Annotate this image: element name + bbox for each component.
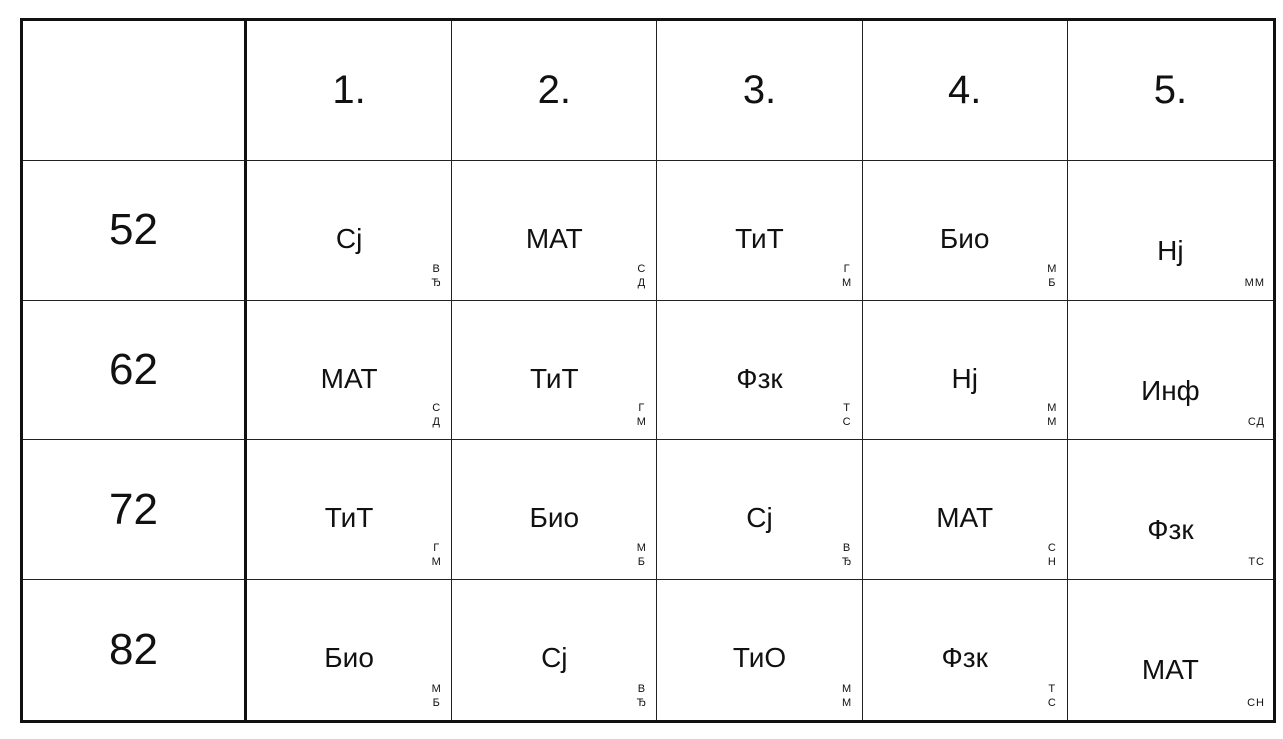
subject-label: МАТ	[1141, 654, 1199, 686]
subject-label: ТиТ	[529, 362, 579, 394]
teacher-initials: С Д	[637, 262, 646, 289]
lesson-cell	[452, 301, 657, 441]
lesson-cell	[863, 161, 1068, 301]
period-label: 5.	[1153, 67, 1188, 112]
class-label: 62	[109, 344, 158, 394]
class-label: 72	[109, 484, 158, 534]
period-label: 1.	[332, 67, 366, 112]
subject-label: Био	[324, 642, 374, 674]
lesson-cell	[1068, 161, 1273, 301]
lesson-cell	[1068, 440, 1273, 580]
teacher-initials: Т С	[1047, 683, 1056, 709]
teacher-initials: ТС	[1248, 556, 1265, 569]
lesson-cell	[452, 580, 657, 720]
lesson-cell	[863, 580, 1068, 720]
period-label: 3.	[742, 67, 777, 112]
class-cell	[23, 301, 247, 441]
subject-label: МАТ	[525, 222, 583, 254]
corner-label	[23, 21, 244, 160]
period-header	[657, 21, 862, 161]
teacher-initials: СД	[1247, 416, 1265, 429]
teacher-initials: М М	[842, 683, 852, 709]
teacher-initials: М Б	[431, 683, 441, 709]
lesson-cell	[452, 161, 657, 301]
subject-label: Фзк	[1147, 514, 1194, 546]
subject-label: Фзк	[941, 642, 988, 674]
subject-label: ТиО	[732, 642, 787, 674]
subject-label: Сј	[746, 502, 773, 534]
subject-label: Био	[939, 222, 990, 254]
lesson-cell	[452, 440, 657, 580]
teacher-initials: В Ђ	[636, 683, 647, 709]
subject-label: Нј	[1157, 234, 1184, 266]
subject-label: Инф	[1141, 374, 1200, 406]
schedule-table	[20, 18, 1276, 723]
teacher-initials: Г М	[431, 542, 441, 569]
lesson-cell	[247, 440, 452, 580]
lesson-cell	[863, 301, 1068, 441]
subject-label: ТиТ	[324, 502, 374, 534]
period-header	[247, 21, 452, 161]
teacher-initials: ММ	[1244, 276, 1265, 289]
lesson-cell	[1068, 580, 1273, 720]
class-cell	[23, 580, 247, 720]
teacher-initials: С Н	[1047, 542, 1056, 569]
period-header	[863, 21, 1068, 161]
teacher-initials: С Д	[432, 402, 441, 429]
period-header	[452, 21, 657, 161]
teacher-initials: В Ђ	[841, 542, 852, 569]
lesson-cell	[657, 440, 862, 580]
subject-label: МАТ	[320, 362, 378, 394]
class-cell	[23, 161, 247, 301]
teacher-initials: М М	[1047, 402, 1057, 429]
class-label: 52	[109, 205, 158, 255]
teacher-initials: М Б	[1047, 262, 1057, 289]
lesson-cell	[247, 161, 452, 301]
class-cell	[23, 440, 247, 580]
subject-label: Сј	[335, 222, 363, 254]
subject-label: ТиТ	[735, 222, 784, 254]
subject-label: Фзк	[736, 362, 783, 394]
period-label: 4.	[948, 67, 982, 112]
teacher-initials: СН	[1247, 697, 1265, 709]
teacher-initials: М Б	[636, 542, 646, 569]
class-label: 82	[109, 625, 158, 675]
subject-label: Нј	[951, 362, 978, 394]
teacher-initials: Г М	[842, 262, 852, 289]
teacher-initials: Т С	[842, 402, 851, 429]
lesson-cell	[657, 301, 862, 441]
lesson-cell	[657, 161, 862, 301]
subject-label: Сј	[541, 642, 568, 674]
lesson-cell	[247, 580, 452, 720]
lesson-cell	[657, 580, 862, 720]
teacher-initials: В Ђ	[431, 262, 441, 289]
period-header	[1068, 21, 1273, 161]
subject-label: МАТ	[936, 502, 994, 534]
lesson-cell	[1068, 301, 1273, 441]
subject-label: Био	[529, 502, 580, 534]
lesson-cell	[247, 301, 452, 441]
period-label: 2.	[537, 67, 571, 112]
teacher-initials: Г М	[636, 402, 646, 429]
lesson-cell	[863, 440, 1068, 580]
corner-cell	[23, 21, 247, 161]
